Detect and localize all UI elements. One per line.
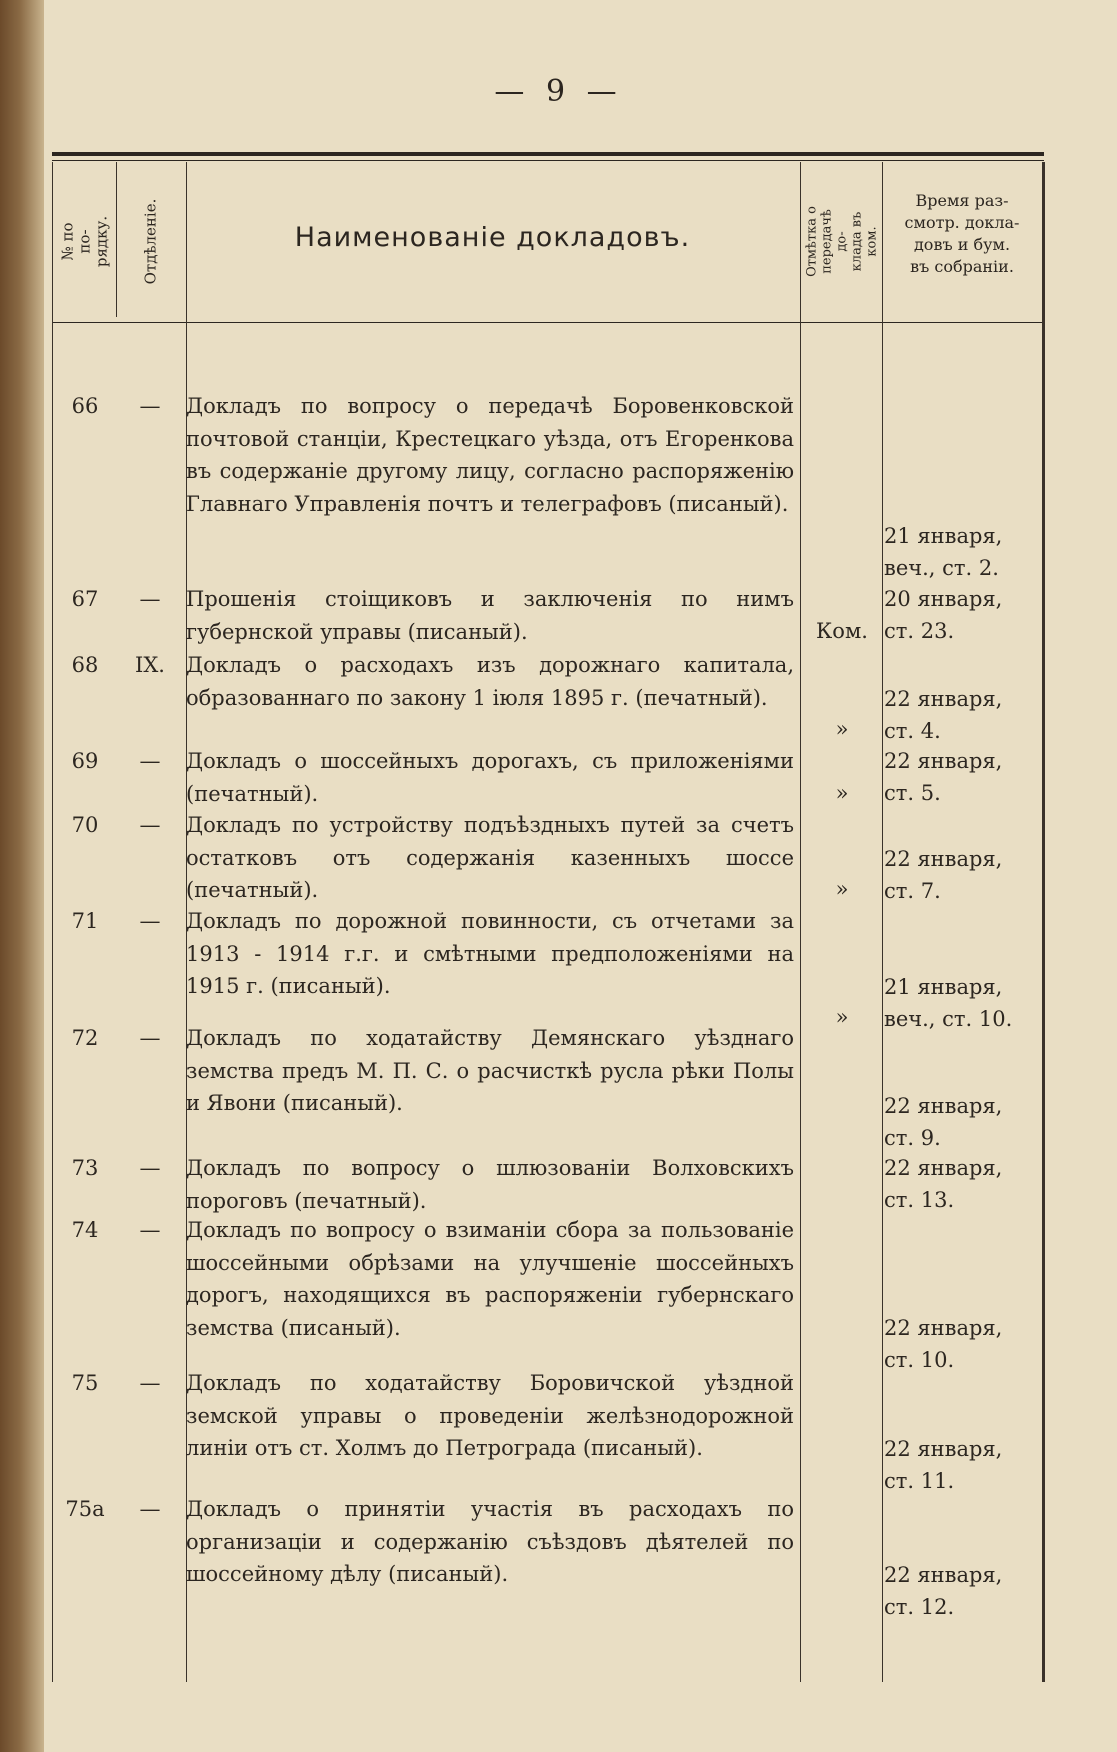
row-title: Докладъ по вопросу о шлюзованіи Волховскихъ пороговъ (печатный). [186, 1156, 794, 1213]
row-title: Докладъ по устройству подъѣздныхъ путей за счетъ остатковъ отъ содержанія казенныхъ шоссе (печатный). [186, 813, 794, 902]
row-title: Прошенія стоіщиковъ и заключенія по нимъ губернской управы (писаный). [186, 587, 794, 644]
row-department: — [139, 1218, 161, 1242]
header-number: № по по- рядку. [58, 215, 111, 267]
row-department: — [139, 909, 161, 933]
table-header-rule [52, 322, 1044, 323]
row-time: 21 января, веч., ст. 2. [884, 524, 1003, 580]
row-time: 22 января, ст. 7. [884, 847, 1003, 903]
row-department: — [139, 1156, 161, 1180]
row-title: Докладъ по дорожной повинности, съ отчетами за 1913 - 1914 г.г. и смѣтными предположеніями на 1915 г. (писаный). [186, 909, 794, 998]
row-number: 69 [71, 749, 99, 773]
row-title: Докладъ по ходатайству Боровичской уѣздной земской управы о проведеніи желѣзнодорожной линіи отъ ст. Холмъ до Петрограда (писаный). [186, 1371, 794, 1460]
table-border-right [1042, 162, 1045, 1682]
row-department: IX. [135, 653, 165, 677]
row-number: 74 [71, 1218, 99, 1242]
column-divider [116, 162, 117, 317]
table-top-subrule [52, 160, 1044, 161]
row-number: 75 [71, 1371, 99, 1395]
row-department: — [139, 813, 161, 837]
row-time: 22 января, ст. 13. [884, 1156, 1003, 1212]
row-department: — [139, 394, 161, 418]
row-number: 68 [71, 653, 99, 677]
row-number: 67 [71, 587, 99, 611]
row-time: 20 января, ст. 23. [884, 587, 1003, 643]
row-title: Докладъ по вопросу о взиманіи сбора за пользованіе шоссейными обрѣзами на улучшеніе шоссейныхъ дорогъ, находящихся въ распоряженіи губернскаго земства (писаный). [186, 1218, 794, 1340]
row-mark: » [835, 717, 849, 741]
row-number: 75а [65, 1497, 105, 1521]
row-time: 22 января, ст. 4. [884, 687, 1003, 743]
header-department: Отдѣленіе. [141, 198, 160, 284]
row-title: Докладъ по ходатайству Демянскаго уѣзднаго земства предъ М. П. С. о расчисткѣ русла рѣки Полы и Явони (писаный). [186, 1026, 794, 1115]
row-title: Докладъ по вопросу о передачѣ Боровенковской почтовой станціи, Крестецкаго уѣзда, отъ Егоренкова въ содержаніе другому лицу, согласно распоряженію Главнаго Управленія почтъ и телеграфовъ (писаный). [186, 394, 794, 516]
row-time: 22 января, ст. 10. [884, 1316, 1003, 1372]
header-mark: Отмѣтка о передачѣ до- клада въ ком. [804, 205, 880, 277]
row-title: Докладъ о расходахъ изъ дорожнаго капитала, образованнаго по закону 1 іюля 1895 г. (печатный). [186, 653, 794, 710]
row-mark: » [835, 1005, 849, 1029]
header-title: Наименованіе докладовъ. [294, 222, 691, 253]
row-number: 73 [71, 1156, 99, 1180]
column-divider [800, 162, 801, 1682]
row-title: Докладъ о принятіи участія въ расходахъ по организаціи и содержанію съѣздовъ дѣятелей по шоссейному дѣлу (писаный). [186, 1497, 794, 1586]
row-department: — [139, 587, 161, 611]
table-border-left [52, 162, 53, 1682]
row-time: 21 января, веч., ст. 10. [884, 975, 1013, 1031]
row-department: — [139, 749, 161, 773]
row-mark: Ком. [816, 619, 868, 643]
row-department: — [139, 1371, 161, 1395]
book-spine [0, 0, 44, 1752]
column-divider [882, 162, 883, 1682]
row-number: 71 [71, 909, 99, 933]
header-time: Время раз- смотр. докла- довъ и бум. въ собраніи. [904, 191, 1020, 276]
row-time: 22 января, ст. 12. [884, 1563, 1003, 1619]
table-top-rule [52, 152, 1044, 156]
row-number: 70 [71, 813, 99, 837]
row-time: 22 января, ст. 5. [884, 749, 1003, 805]
row-number: 72 [71, 1026, 99, 1050]
row-mark: » [835, 877, 849, 901]
row-title: Докладъ о шоссейныхъ дорогахъ, съ приложеніями (печатный). [186, 749, 794, 806]
row-mark: » [835, 781, 849, 805]
row-department: — [139, 1026, 161, 1050]
page-number: — 9 — [494, 74, 623, 109]
row-time: 22 января, ст. 9. [884, 1094, 1003, 1150]
row-time: 22 января, ст. 11. [884, 1437, 1003, 1493]
row-number: 66 [71, 394, 99, 418]
row-department: — [139, 1497, 161, 1521]
